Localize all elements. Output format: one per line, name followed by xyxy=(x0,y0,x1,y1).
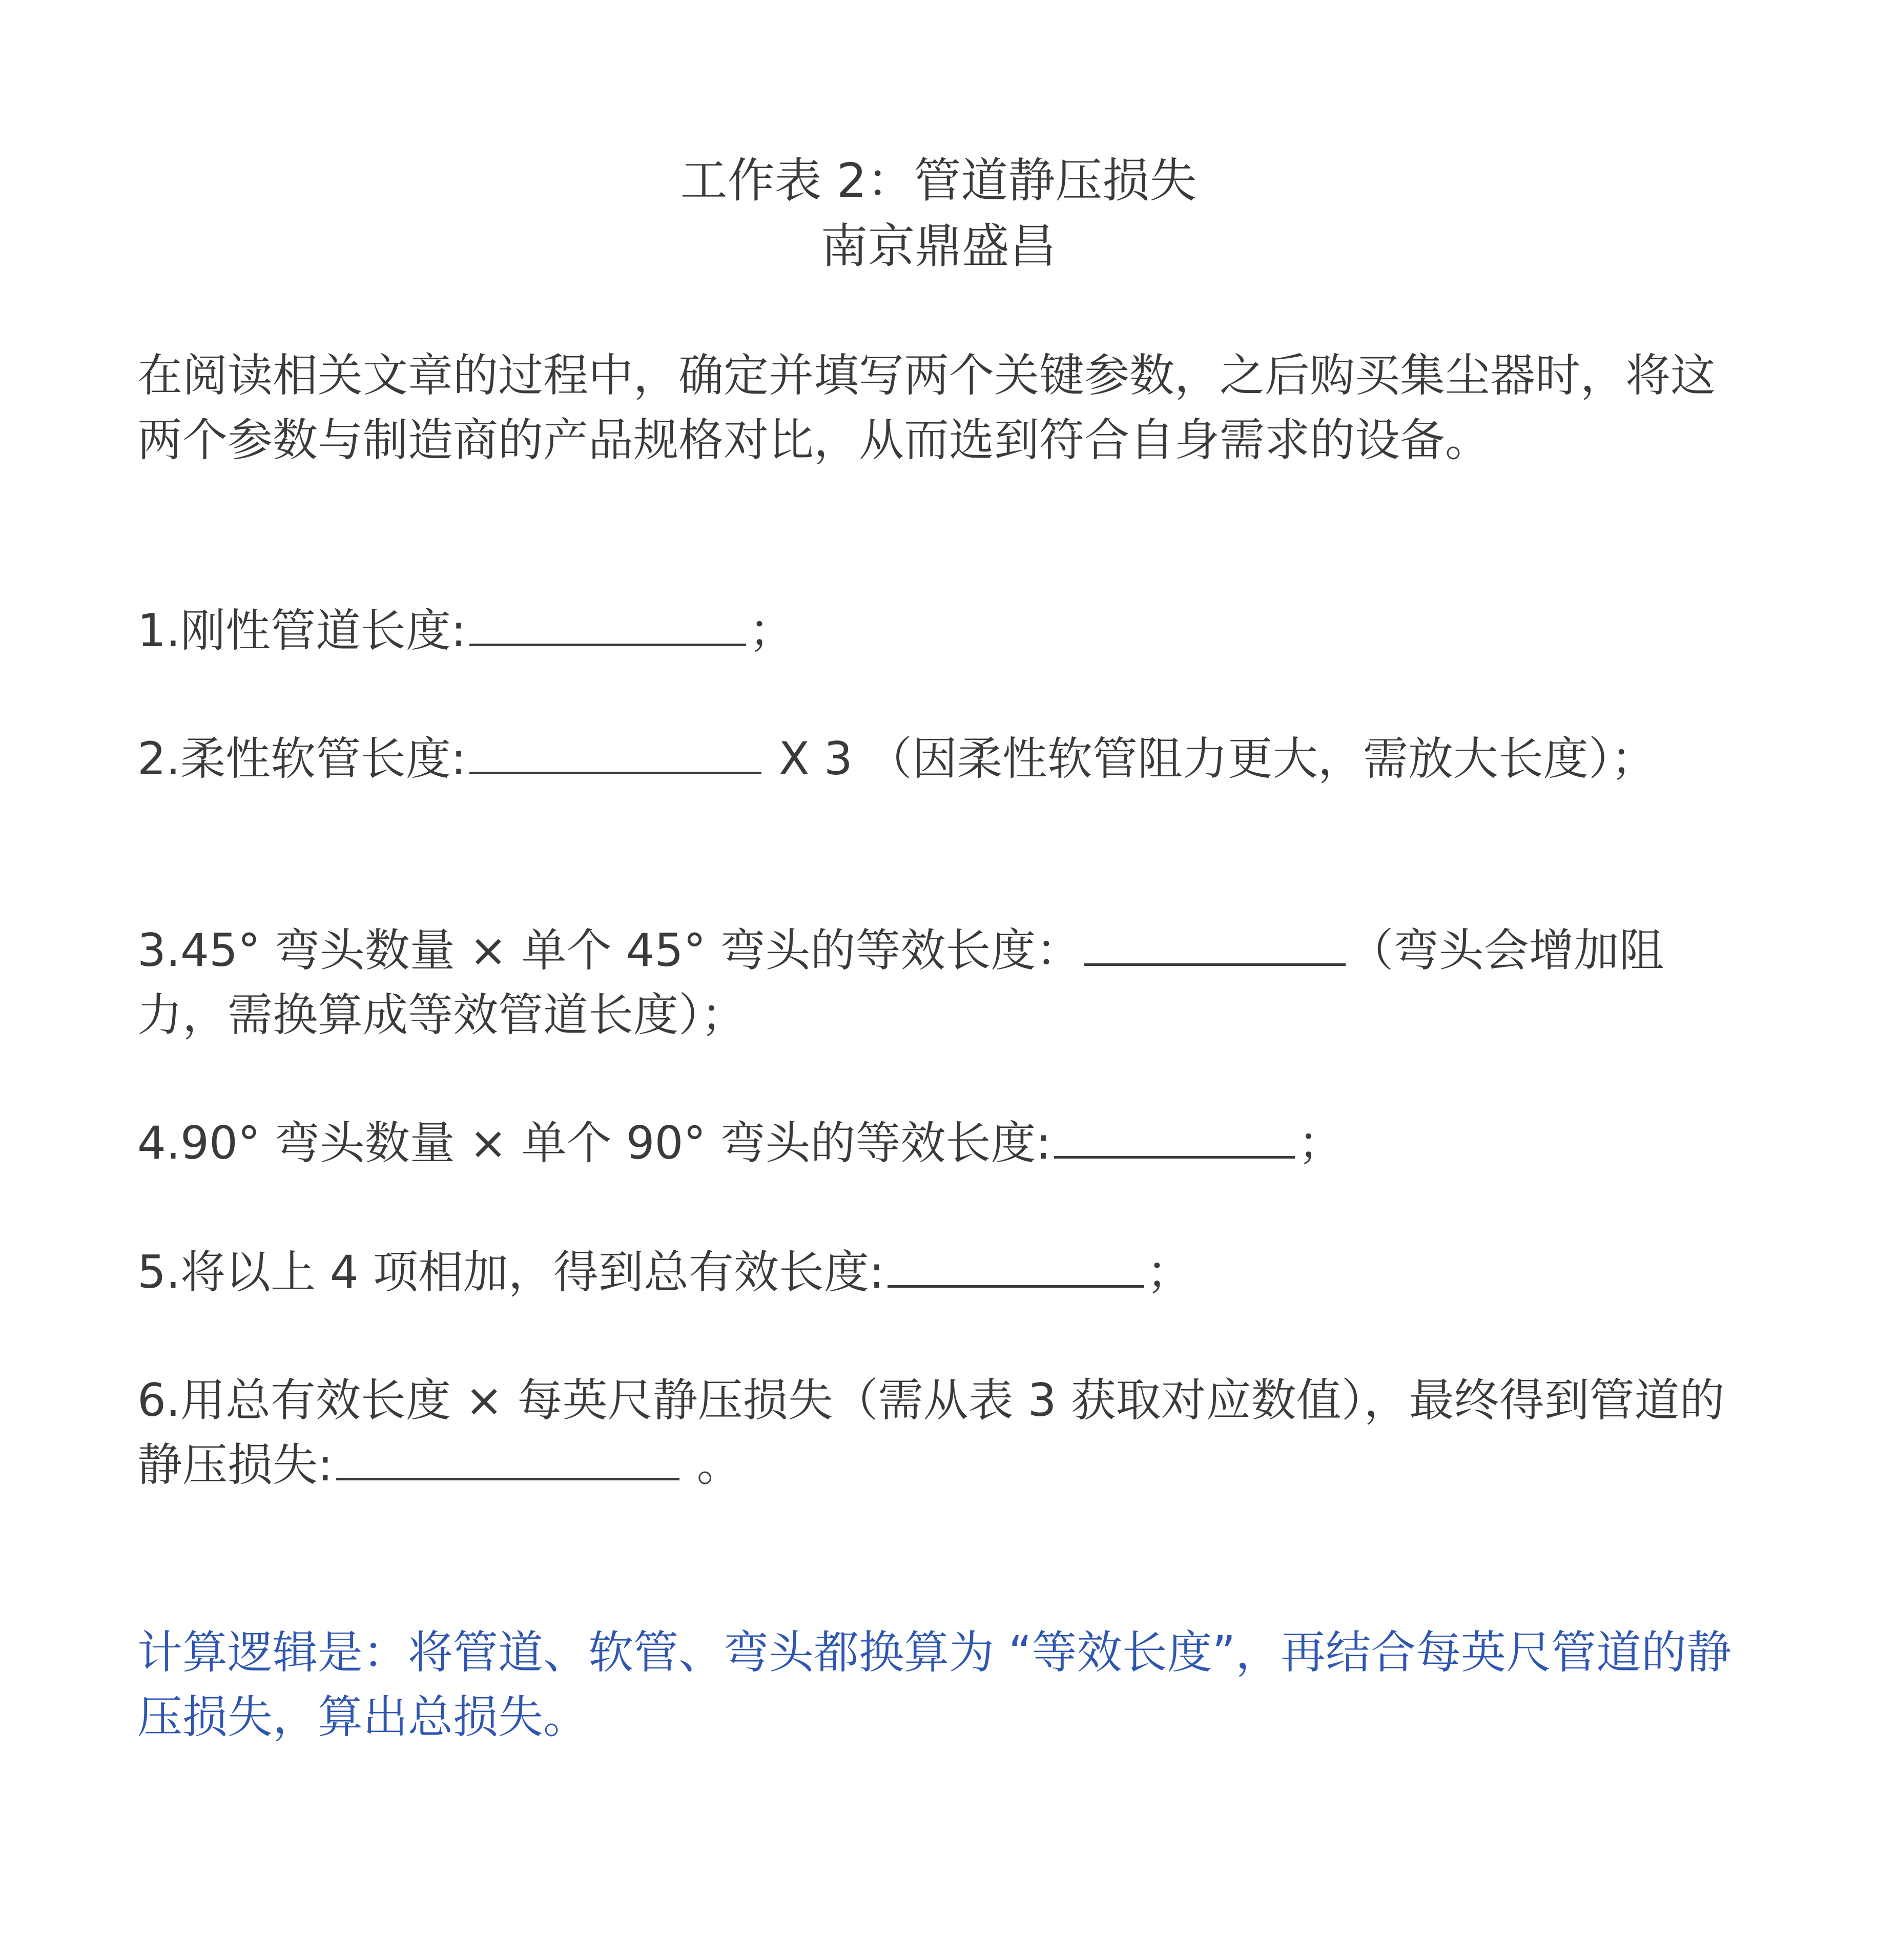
item-label: 4.90° 弯头数量 × 单个 90° 弯头的等效长度: xyxy=(137,1117,1051,1169)
item-suffix: X 3 （因柔性软管阻力更大，需放大长度）； xyxy=(764,732,1656,785)
fill-in-blank[interactable] xyxy=(469,728,761,774)
item-90-elbow-equivalent xyxy=(137,1111,1741,1175)
item-suffix: ； xyxy=(1146,1246,1192,1298)
page-title: 工作表 2：管道静压损失 xyxy=(680,153,1197,208)
intro-paragraph: 在阅读相关文章的过程中，确定并填写两个关键参数，之后购买集尘器时，将这两个参数与制造商的产品规格对比，从而选到符合自身需求的设备。 xyxy=(137,349,1716,466)
fill-in-blank[interactable] xyxy=(1084,919,1346,966)
item-total-effective-length xyxy=(137,1240,1741,1305)
item-rigid-duct-length xyxy=(137,599,1741,663)
calculation-note: 计算逻辑是：将管道、软管、弯头都换算为 “等效长度”，再结合每英尺管道的静压损失，算出总损失。 xyxy=(137,1626,1732,1743)
item-suffix: （弯头会增加阻力，需换算成等效管道长度）； xyxy=(137,924,1664,1041)
item-suffix: ； xyxy=(749,604,794,657)
item-45-elbow-equivalent xyxy=(137,918,1741,1047)
fill-in-blank[interactable] xyxy=(888,1241,1144,1288)
item-label: 2.柔性软管长度: xyxy=(137,732,466,785)
item-flexible-hose-length xyxy=(137,727,1741,791)
fill-in-blank[interactable] xyxy=(1054,1112,1295,1159)
item-label: 5.将以上 4 项相加，得到总有效长度: xyxy=(137,1246,884,1298)
item-suffix: ； xyxy=(1298,1117,1344,1169)
item-label: 1.刚性管道长度: xyxy=(137,604,466,657)
page-subtitle: 南京鼎盛昌 xyxy=(820,219,1057,274)
item-label: 3.45° 弯头数量 × 单个 45° 弯头的等效长度： xyxy=(137,924,1081,977)
item-label: 6.用总有效长度 × 每英尺静压损失（需从表 3 获取对应数值），最终得到管道的静压损失: xyxy=(137,1374,1725,1491)
fill-in-blank[interactable] xyxy=(469,600,746,646)
item-suffix: 。 xyxy=(682,1438,742,1491)
item-static-pressure-loss xyxy=(137,1368,1741,1497)
fill-in-blank[interactable] xyxy=(336,1434,679,1480)
